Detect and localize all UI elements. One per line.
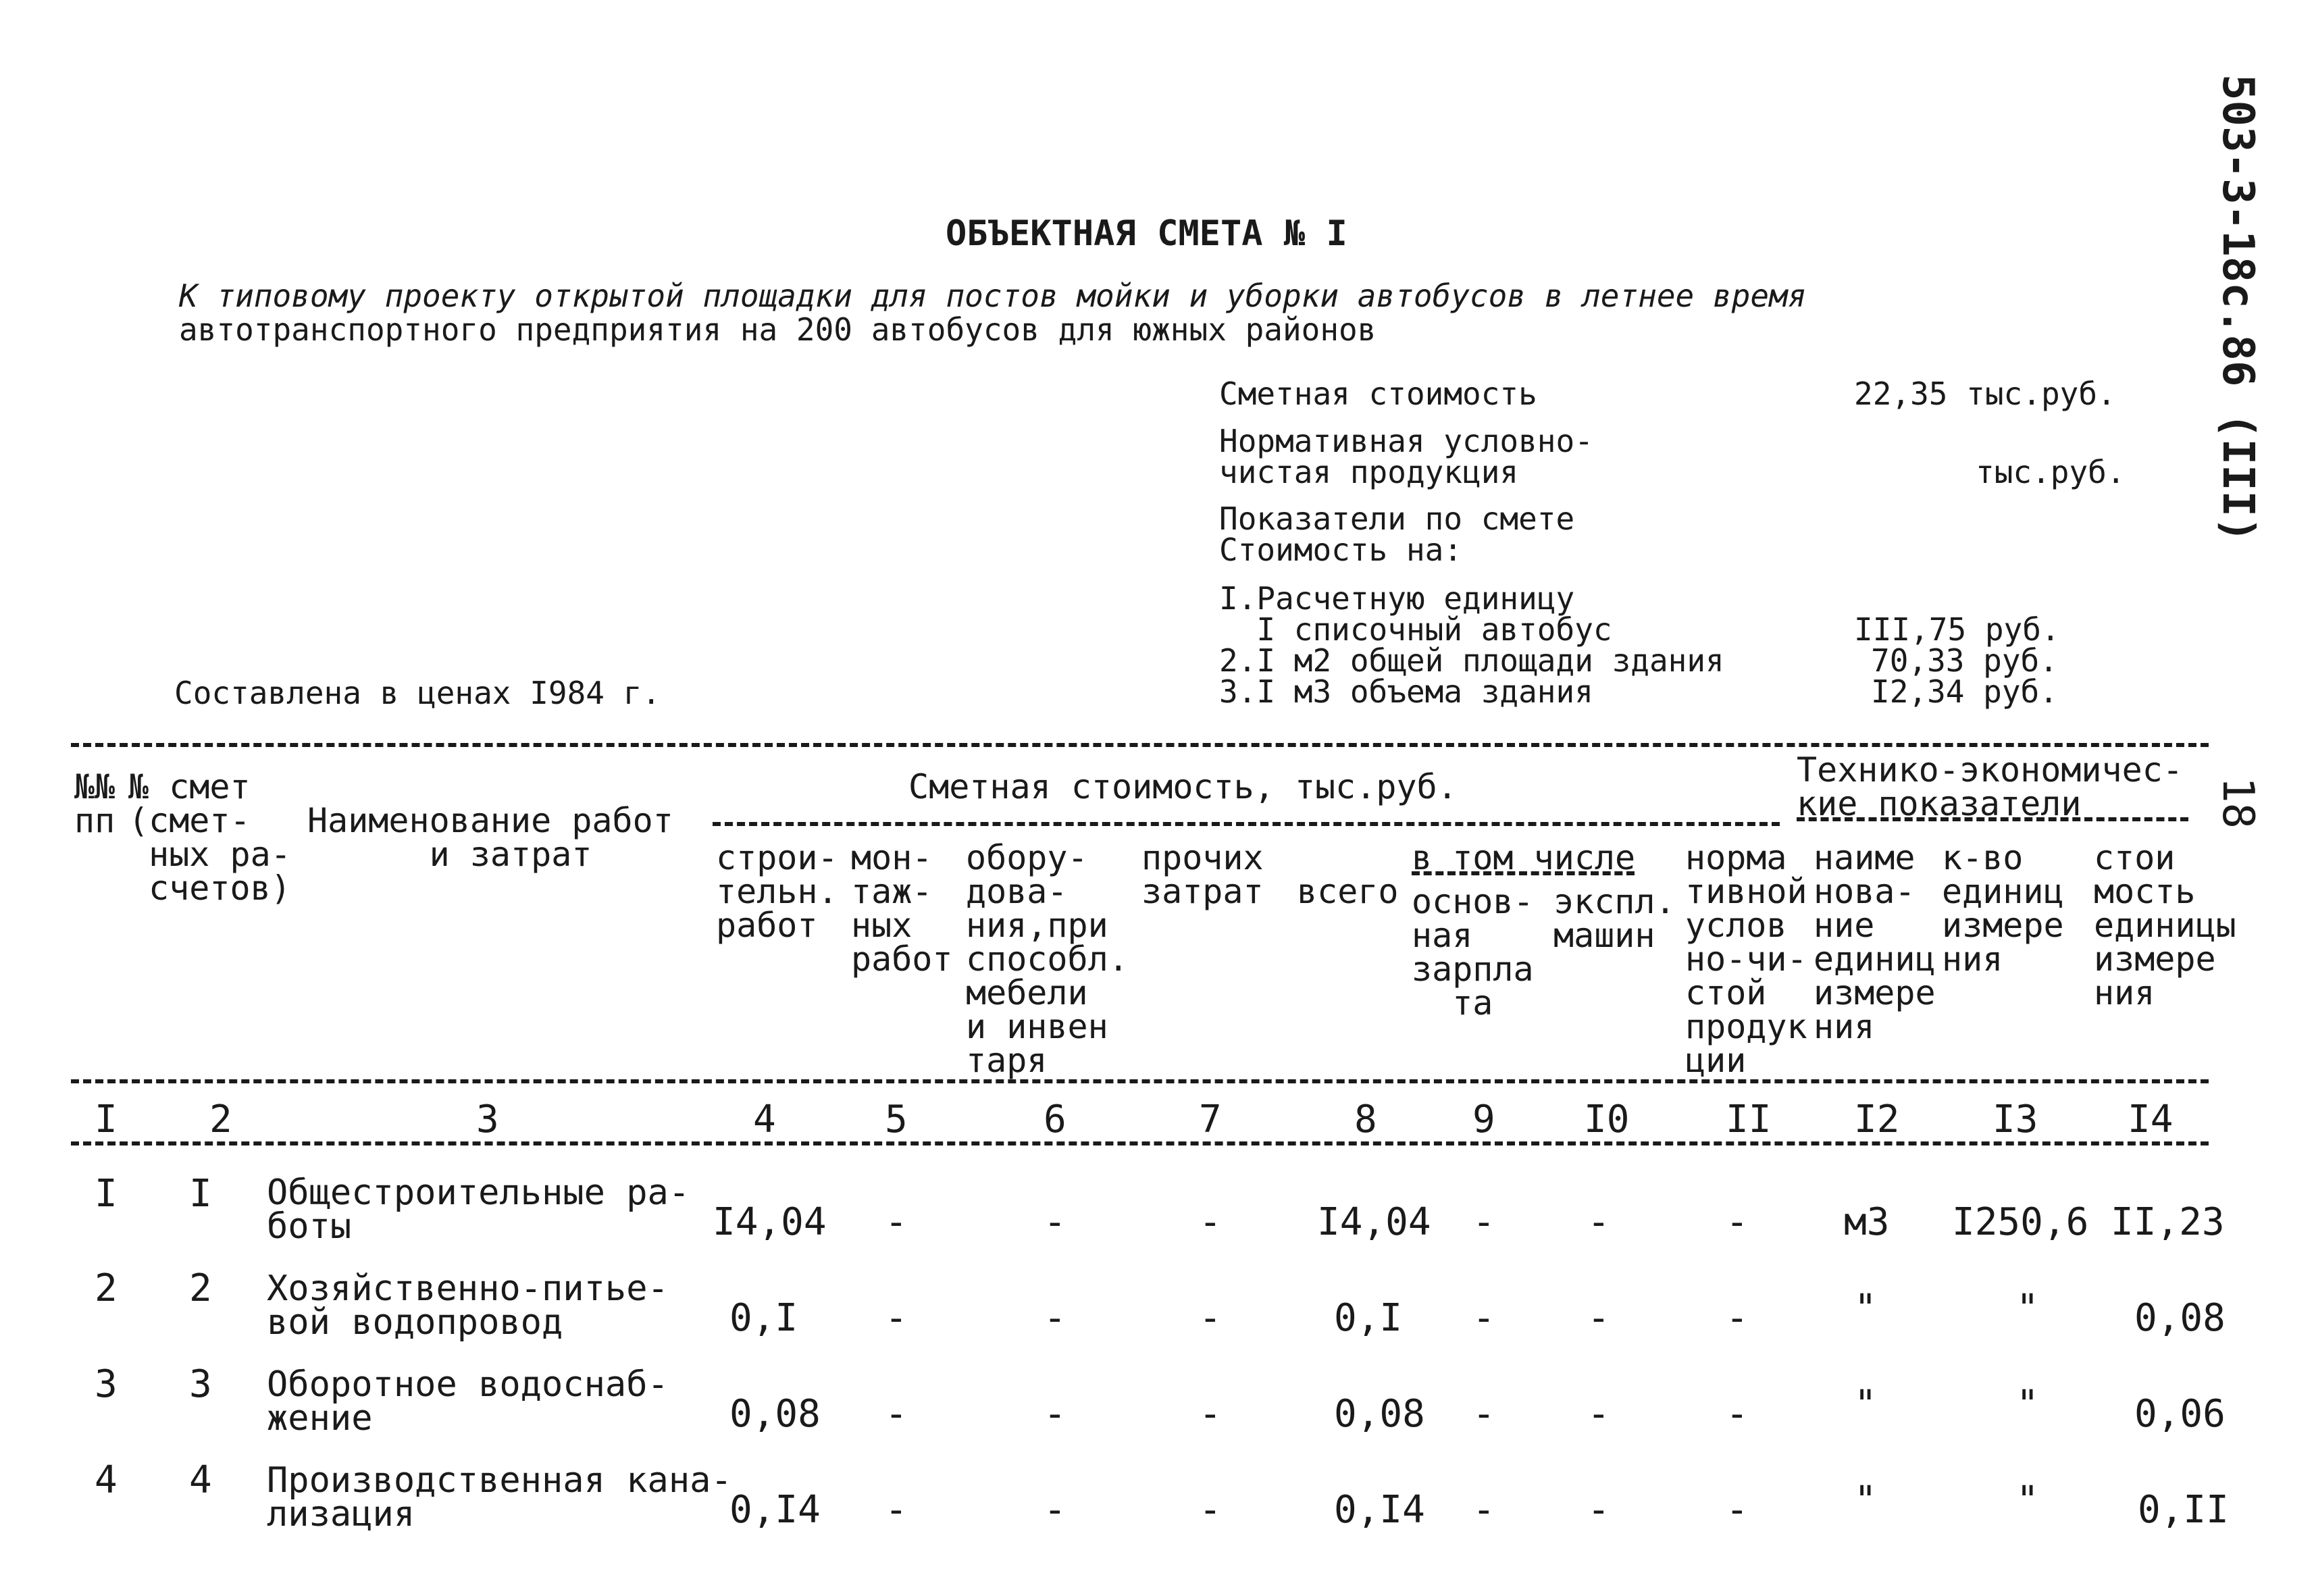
cell-construction: I4,04 [713,1200,827,1244]
cell-name-line-2: боты [267,1206,352,1247]
cell-wage: - [1472,1296,1495,1340]
group-tech-head: Технико-экономичес- кие показатели [1797,750,2183,823]
col-machines-head: экспл. машин [1553,882,1676,955]
cell-equipment: - [1044,1200,1066,1244]
cell-name-line-2: лизация [267,1494,415,1535]
subtitle-line-1: К типовому проекту открытой площадки для постов мойки и уборки автобусов в летнее время [179,278,1807,314]
group-cost-head: Сметная стоимость, тыс.руб. [908,767,1458,806]
cell-mounting: - [885,1200,908,1244]
cell-unit-name: " [1854,1383,1877,1426]
cell-equipment: - [1044,1296,1066,1340]
cell-net: - [1726,1200,1749,1244]
item3-label: 3.I м3 объема здания [1219,673,1593,710]
divider-cost-group [713,822,1780,826]
col-other-head: прочих затрат [1141,838,1264,911]
cell-unit-qty: " [2016,1287,2039,1331]
cell-estimate-number: 2 [189,1266,212,1310]
colnum-8: 8 [1354,1098,1377,1141]
col-estimate-head: № смет (смет- ных ра- счетов) [128,767,291,908]
page-title: ОБЪЕКТНАЯ СМЕТА № I [946,213,1347,254]
cell-name-line-1: Общестроительные ра- [267,1173,690,1213]
cell-other: - [1199,1488,1222,1532]
cell-mounting: - [885,1488,908,1532]
col-mounting-head: мон- таж- ных работ [851,838,953,979]
page-number: 18 [2213,777,2263,829]
cell-unit-name: " [1854,1478,1877,1522]
cell-construction: 0,08 [729,1392,821,1436]
document-code: 503-3-18с.86 (III) [2213,74,2263,543]
cell-row-number: 3 [95,1362,118,1406]
cell-unit-name: м3 [1844,1200,1890,1244]
colnum-9: 9 [1472,1098,1495,1141]
cell-machines: - [1587,1392,1610,1436]
item3-value: I2,34 руб. [1871,673,2058,710]
divider-top [71,743,2209,747]
cell-unit-qty: I250,6 [1952,1200,2089,1244]
col-total-head: всего [1297,872,1399,911]
col-equipment-head: обору- дова- ния,при способл. мебели и инвен таря [966,838,1129,1080]
col-construction-head: строи- тельн. работ [716,838,838,945]
cell-construction: 0,I4 [729,1488,821,1532]
cell-total: 0,08 [1334,1392,1425,1436]
cell-unit-cost: II,23 [2111,1200,2225,1244]
cell-other: - [1199,1200,1222,1244]
cell-unit-cost: 0,II [2138,1488,2229,1532]
cell-name-line-2: жение [267,1398,373,1439]
colnum-5: 5 [885,1098,908,1141]
cell-name-line-2: вой водопровод [267,1302,563,1343]
cell-mounting: - [885,1392,908,1436]
cell-row-number: I [95,1172,118,1216]
colnum-1: I [95,1098,118,1141]
cell-estimate-number: 3 [189,1362,212,1406]
colnum-7: 7 [1199,1098,1222,1141]
cell-wage: - [1472,1200,1495,1244]
cell-wage: - [1472,1392,1495,1436]
cost-value: 22,35 тыс.руб. [1854,376,2116,412]
col-unit-cost-head: стои мость единицы измере ния [2094,838,2236,1012]
item1-value: III,75 руб. [1854,611,2060,648]
cell-net: - [1726,1392,1749,1436]
divider-header-bottom [71,1079,2209,1083]
item2-label: 2.I м2 общей площади здания [1219,642,1724,679]
colnum-4: 4 [753,1098,776,1141]
subtitle-line-2: автотранспортного предприятия на 200 автобусов для южных районов [179,311,1377,348]
item2-value: 70,33 руб. [1871,642,2058,679]
cell-unit-cost: 0,06 [2134,1392,2226,1436]
cell-equipment: - [1044,1392,1066,1436]
col-unit-name-head: наиме нова- ние единиц измере ния [1814,838,1936,1046]
colnum-11: II [1726,1098,1772,1141]
cell-mounting: - [885,1296,908,1340]
cell-total: I4,04 [1317,1200,1431,1244]
net-label-2: чистая продукция [1219,454,1519,490]
cell-row-number: 4 [95,1458,118,1502]
item1-label-1: I.Расчетную единицу [1219,580,1575,617]
divider-numbers [71,1141,2209,1145]
cell-machines: - [1587,1488,1610,1532]
colnum-3: 3 [476,1098,499,1141]
colnum-13: I3 [1992,1098,2038,1141]
cell-equipment: - [1044,1488,1066,1532]
cell-unit-name: " [1854,1287,1877,1331]
col-idx-head: №№ пп [74,767,115,840]
cell-name-line-1: Хозяйственно-питье- [267,1268,669,1309]
cell-estimate-number: 4 [189,1458,212,1502]
indicators-label-2: Стоимость на: [1219,532,1463,568]
cell-net: - [1726,1488,1749,1532]
item1-label-2: I списочный автобус [1219,611,1612,648]
prices-note: Составлена в ценах I984 г. [174,675,661,711]
colnum-6: 6 [1044,1098,1066,1141]
cost-label: Сметная стоимость [1219,376,1537,412]
cell-total: 0,I4 [1334,1488,1425,1532]
subgroup-incl-head: в том числе [1412,838,1636,877]
col-wage-head: основ- ная зарпла та [1412,882,1534,1023]
cell-unit-qty: " [2016,1383,2039,1426]
net-value: тыс.руб. [1976,454,2126,490]
cell-construction: 0,I [729,1296,798,1340]
cell-row-number: 2 [95,1266,118,1310]
cell-machines: - [1587,1200,1610,1244]
cell-machines: - [1587,1296,1610,1340]
net-label-1: Нормативная условно- [1219,423,1593,459]
indicators-label-1: Показатели по смете [1219,500,1575,537]
cell-wage: - [1472,1488,1495,1532]
cell-name-line-1: Производственная кана- [267,1460,732,1501]
cell-name-line-1: Оборотное водоснаб- [267,1364,669,1405]
cell-net: - [1726,1296,1749,1340]
cell-total: 0,I [1334,1296,1403,1340]
colnum-14: I4 [2128,1098,2174,1141]
colnum-12: I2 [1854,1098,1900,1141]
cell-unit-qty: " [2016,1478,2039,1522]
colnum-10: I0 [1584,1098,1630,1141]
col-name-head: Наименование работ и затрат [307,801,673,874]
colnum-2: 2 [209,1098,232,1141]
cell-unit-cost: 0,08 [2134,1296,2226,1340]
cell-estimate-number: I [189,1172,212,1216]
cell-other: - [1199,1392,1222,1436]
cell-other: - [1199,1296,1222,1340]
col-unit-qty-head: к-во единиц измере ния [1942,838,2064,979]
col-net-head: норма тивной услов но-чи- стой продук ции [1685,838,1807,1080]
